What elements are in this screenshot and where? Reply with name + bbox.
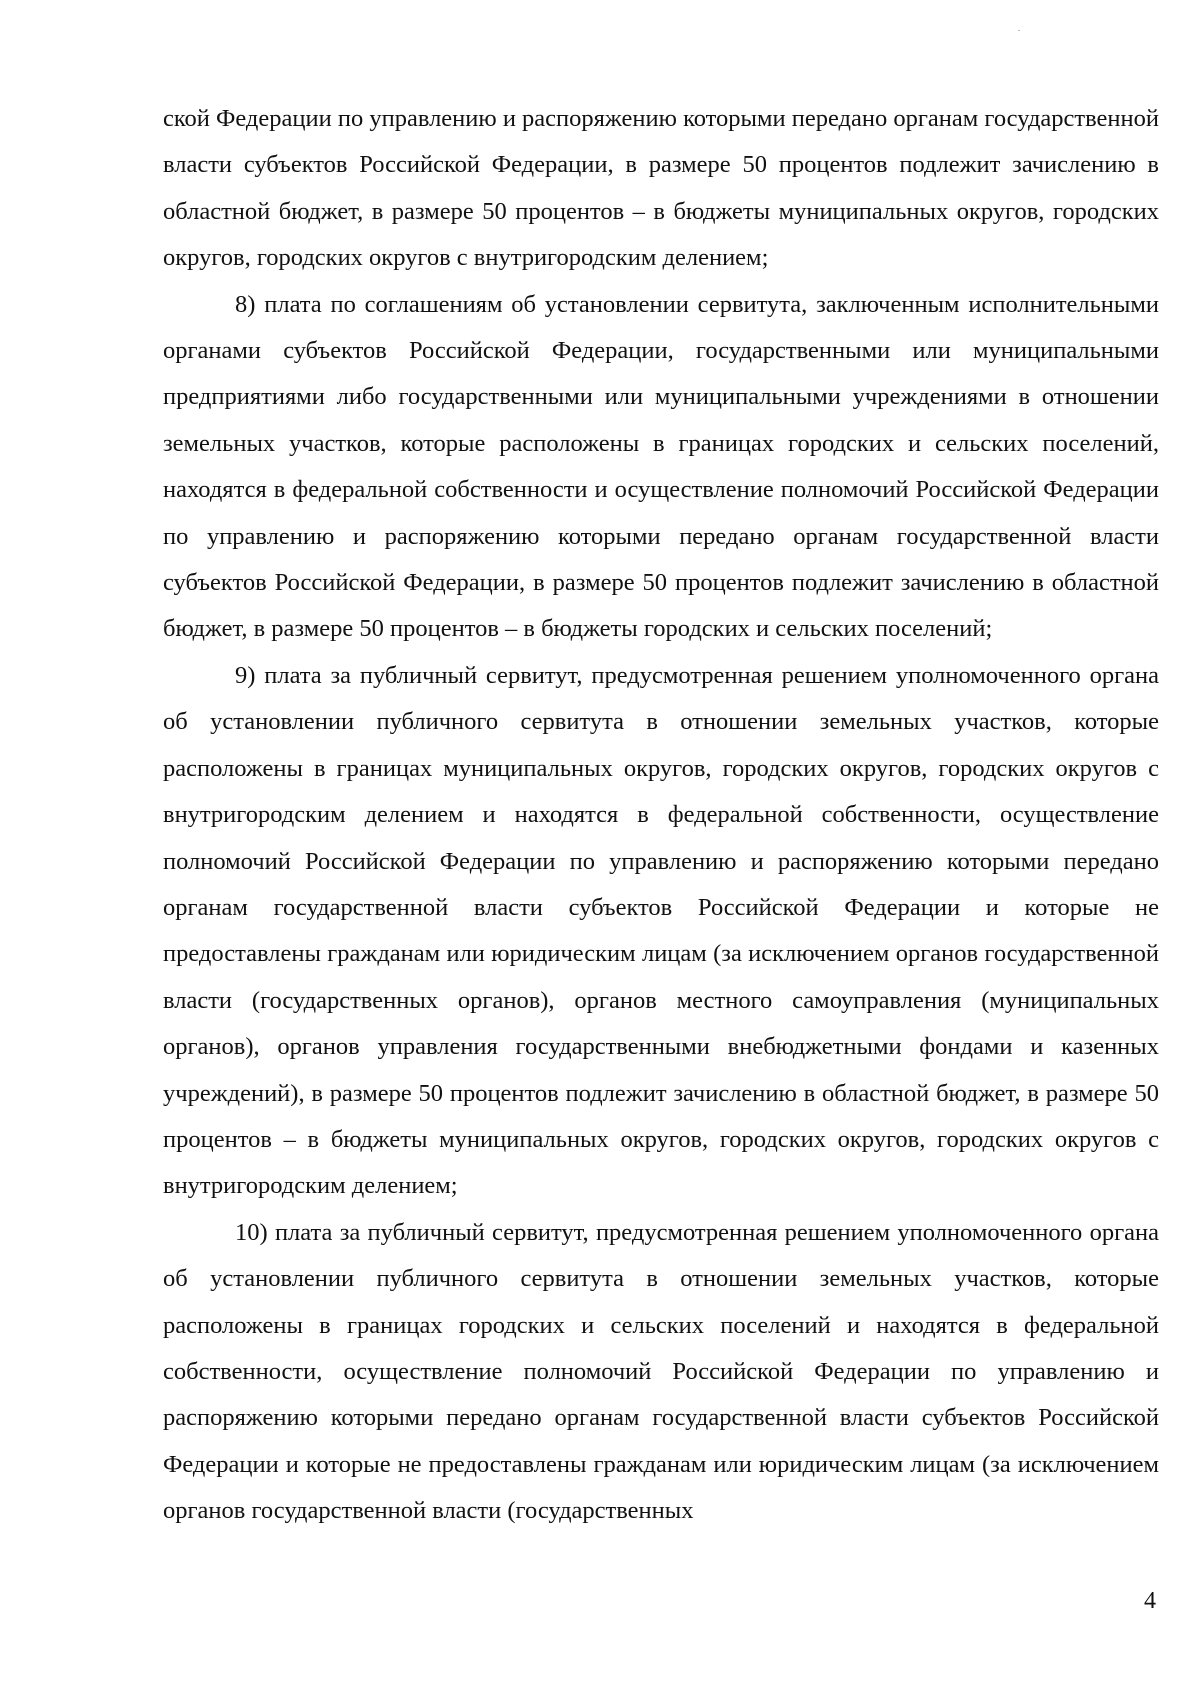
paragraph-continuation: ской Федерации по управлению и распоряжению которыми передано органам государственной власти субъектов Российской Федерации, в размере 50 процентов подлежит зачислению в областной бюджет, в размере 50 процентов – в бюджеты муниципальных округов, городских округов, городских округов с внутригородским делением; [163,105,1159,272]
scan-artifact [1018,30,1020,31]
document-body [163,96,1159,1535]
page-number: 4 [1144,1588,1156,1614]
paragraph-item-8: 8) плата по соглашениям об установлении сервитута, заключенным исполнительными органами субъектов Российской Федерации, государственными или муниципальными предприятиями либо государственными или муниципальными учреждениями в отношении земельных участков, которые расположены в границах городских и сельских поселений, находятся в федеральной собственности и осуществление полномочий Российской Федерации по управлению и распоряжению которыми передано органам государственной власти субъектов Российской Федерации, в размере 50 процентов подлежит зачислению в областной бюджет, в размере 50 процентов – в бюджеты городских и сельских поселений; [163,290,1159,643]
paragraph-item-9: 9) плата за публичный сервитут, предусмотренная решением уполномоченного органа об установлении публичного сервитута в отношении земельных участков, которые расположены в границах муниципальных округов, городских округов, городских округов с внутригородским делением и находятся в федеральной собственности, осуществление полномочий Российской Федерации по управлению и распоряжению которыми передано органам государственной власти субъектов Российской Федерации и которые не предоставлены гражданам или юридическим лицам (за исключением органов государственной власти (государственных органов), органов местного самоуправления (муниципальных органов), органов управления государственными внебюджетными фондами и казенных учреждений), в размере 50 процентов подлежит зачислению в областной бюджет, в размере 50 процентов – в бюджеты муниципальных округов, городских округов, городских округов с внутригородским делением; [163,661,1159,1200]
paragraph-item-10: 10) плата за публичный сервитут, предусмотренная решением уполномоченного органа об установлении публичного сервитута в отношении земельных участков, которые расположены в границах городских и сельских поселений и находятся в федеральной собственности, осуществление полномочий Российской Федерации по управлению и распоряжению которыми передано органам государственной власти субъектов Российской Федерации и которые не предоставлены гражданам или юридическим лицам (за исключением органов государственной власти (государственных [163,1218,1159,1525]
